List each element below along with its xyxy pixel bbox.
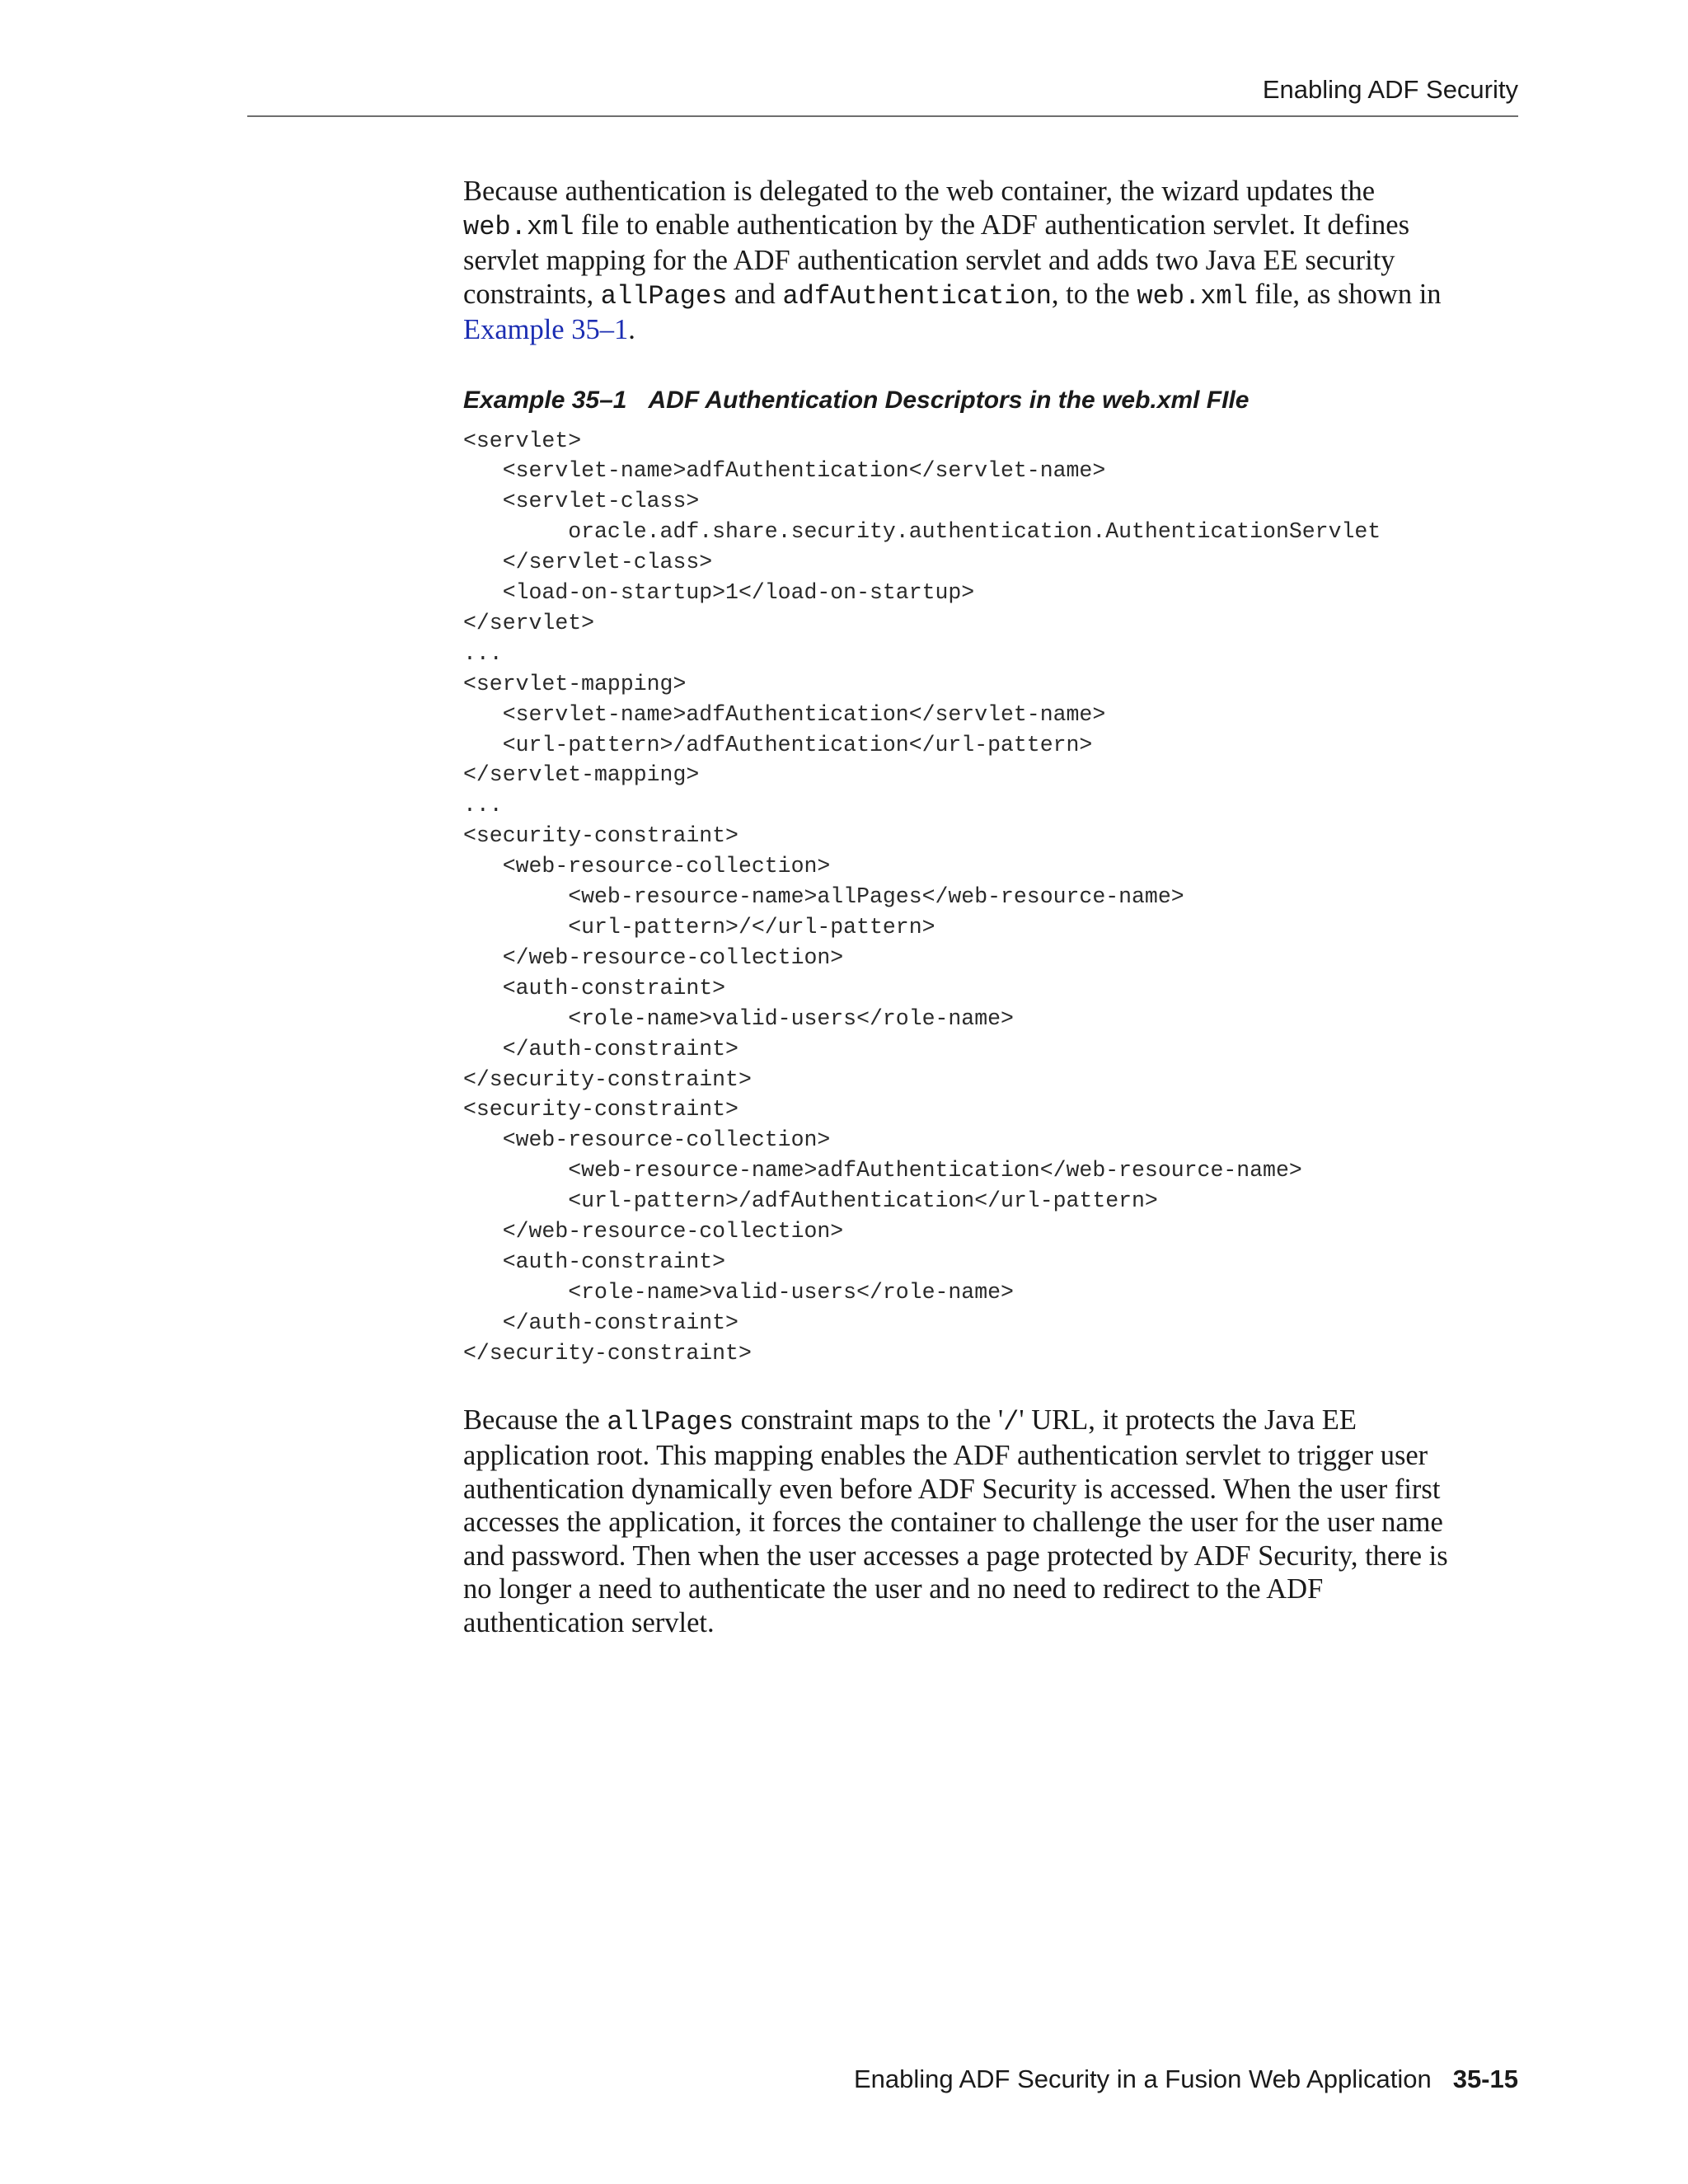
after-text-3: ' URL, it protects the Java EE application root. This mapping enables the ADF authentication servlet to trigger user authentication dynamically even before ADF Security is accessed. When the user first accesses the application, it forces the container to challenge the user for the user name and password. Then when the user accesses a page protected by ADF Security, there is no longer a need to authenticate the user and no need to redirect to the ADF authentication servlet.: [463, 1404, 1448, 1638]
running-footer: [247, 2064, 1518, 2095]
running-header: Enabling ADF Security: [1262, 75, 1518, 104]
example-number: Example 35–1: [463, 386, 627, 414]
example-title: ADF Authentication Descriptors in the web.xml FIle: [648, 386, 1250, 414]
intro-text-3: and: [727, 278, 783, 310]
footer-title: Enabling ADF Security in a Fusion Web Application: [853, 2064, 1432, 2093]
code-allpages-2: allPages: [607, 1406, 734, 1437]
intro-text-4: , to the: [1051, 278, 1137, 310]
page-body: [463, 175, 1526, 1639]
code-listing: <servlet> <servlet-name>adfAuthentication</servlet-name> <servlet-class> oracle.adf.share.security.authentication.AuthenticationServlet </servlet-class> <load-on-startup>1</load-on-startup> </servlet> ... <servlet-mapping> <servlet-name>adfAuthentication</servlet-name> <url-pattern>/adfAuthentication</url-pattern> </servlet-mapping> ... <security-constraint> <web-resource-collection> <web-resource-name>allPages</web-resource-name> <url-pattern>/</url-pattern> </web-resource-collection> <auth-constraint> <role-name>valid-users</role-name> </auth-constraint> </security-constraint> <security-constraint> <web-resource-collection> <web-resource-name>adfAuthentication</web-resource-name> <url-pattern>/adfAuthentication</url-pattern> </web-resource-collection> <auth-constraint> <role-name>valid-users</role-name> </auth-constraint> </security-constraint>: [463, 428, 1381, 1366]
explanation-paragraph: [463, 1404, 1526, 1640]
code-allpages: allPages: [600, 280, 728, 312]
code-adfauthentication: adfAuthentication: [782, 280, 1052, 312]
intro-paragraph: [463, 175, 1526, 347]
header-rule: [247, 115, 1518, 117]
example-cross-reference-link[interactable]: Example 35–1: [463, 314, 629, 345]
code-web-xml: web.xml: [463, 211, 574, 242]
intro-text-2: file to enable authentication by the ADF authentication servlet. It defines servlet mapping for the ADF authentication servlet and adds two Java EE security constraints,: [463, 209, 1410, 310]
page-number: 35-15: [1452, 2064, 1518, 2093]
code-web-xml-2: web.xml: [1137, 280, 1248, 312]
example-caption: [463, 385, 1526, 416]
intro-text-6: .: [628, 314, 635, 345]
intro-text-1: Because authentication is delegated to the web container, the wizard updates the: [463, 176, 1376, 207]
after-text-1: Because the: [463, 1404, 607, 1436]
intro-text-5: file, as shown in: [1254, 278, 1442, 310]
code-slash: /: [1003, 1406, 1020, 1437]
after-text-2: constraint maps to the ': [733, 1404, 1004, 1436]
